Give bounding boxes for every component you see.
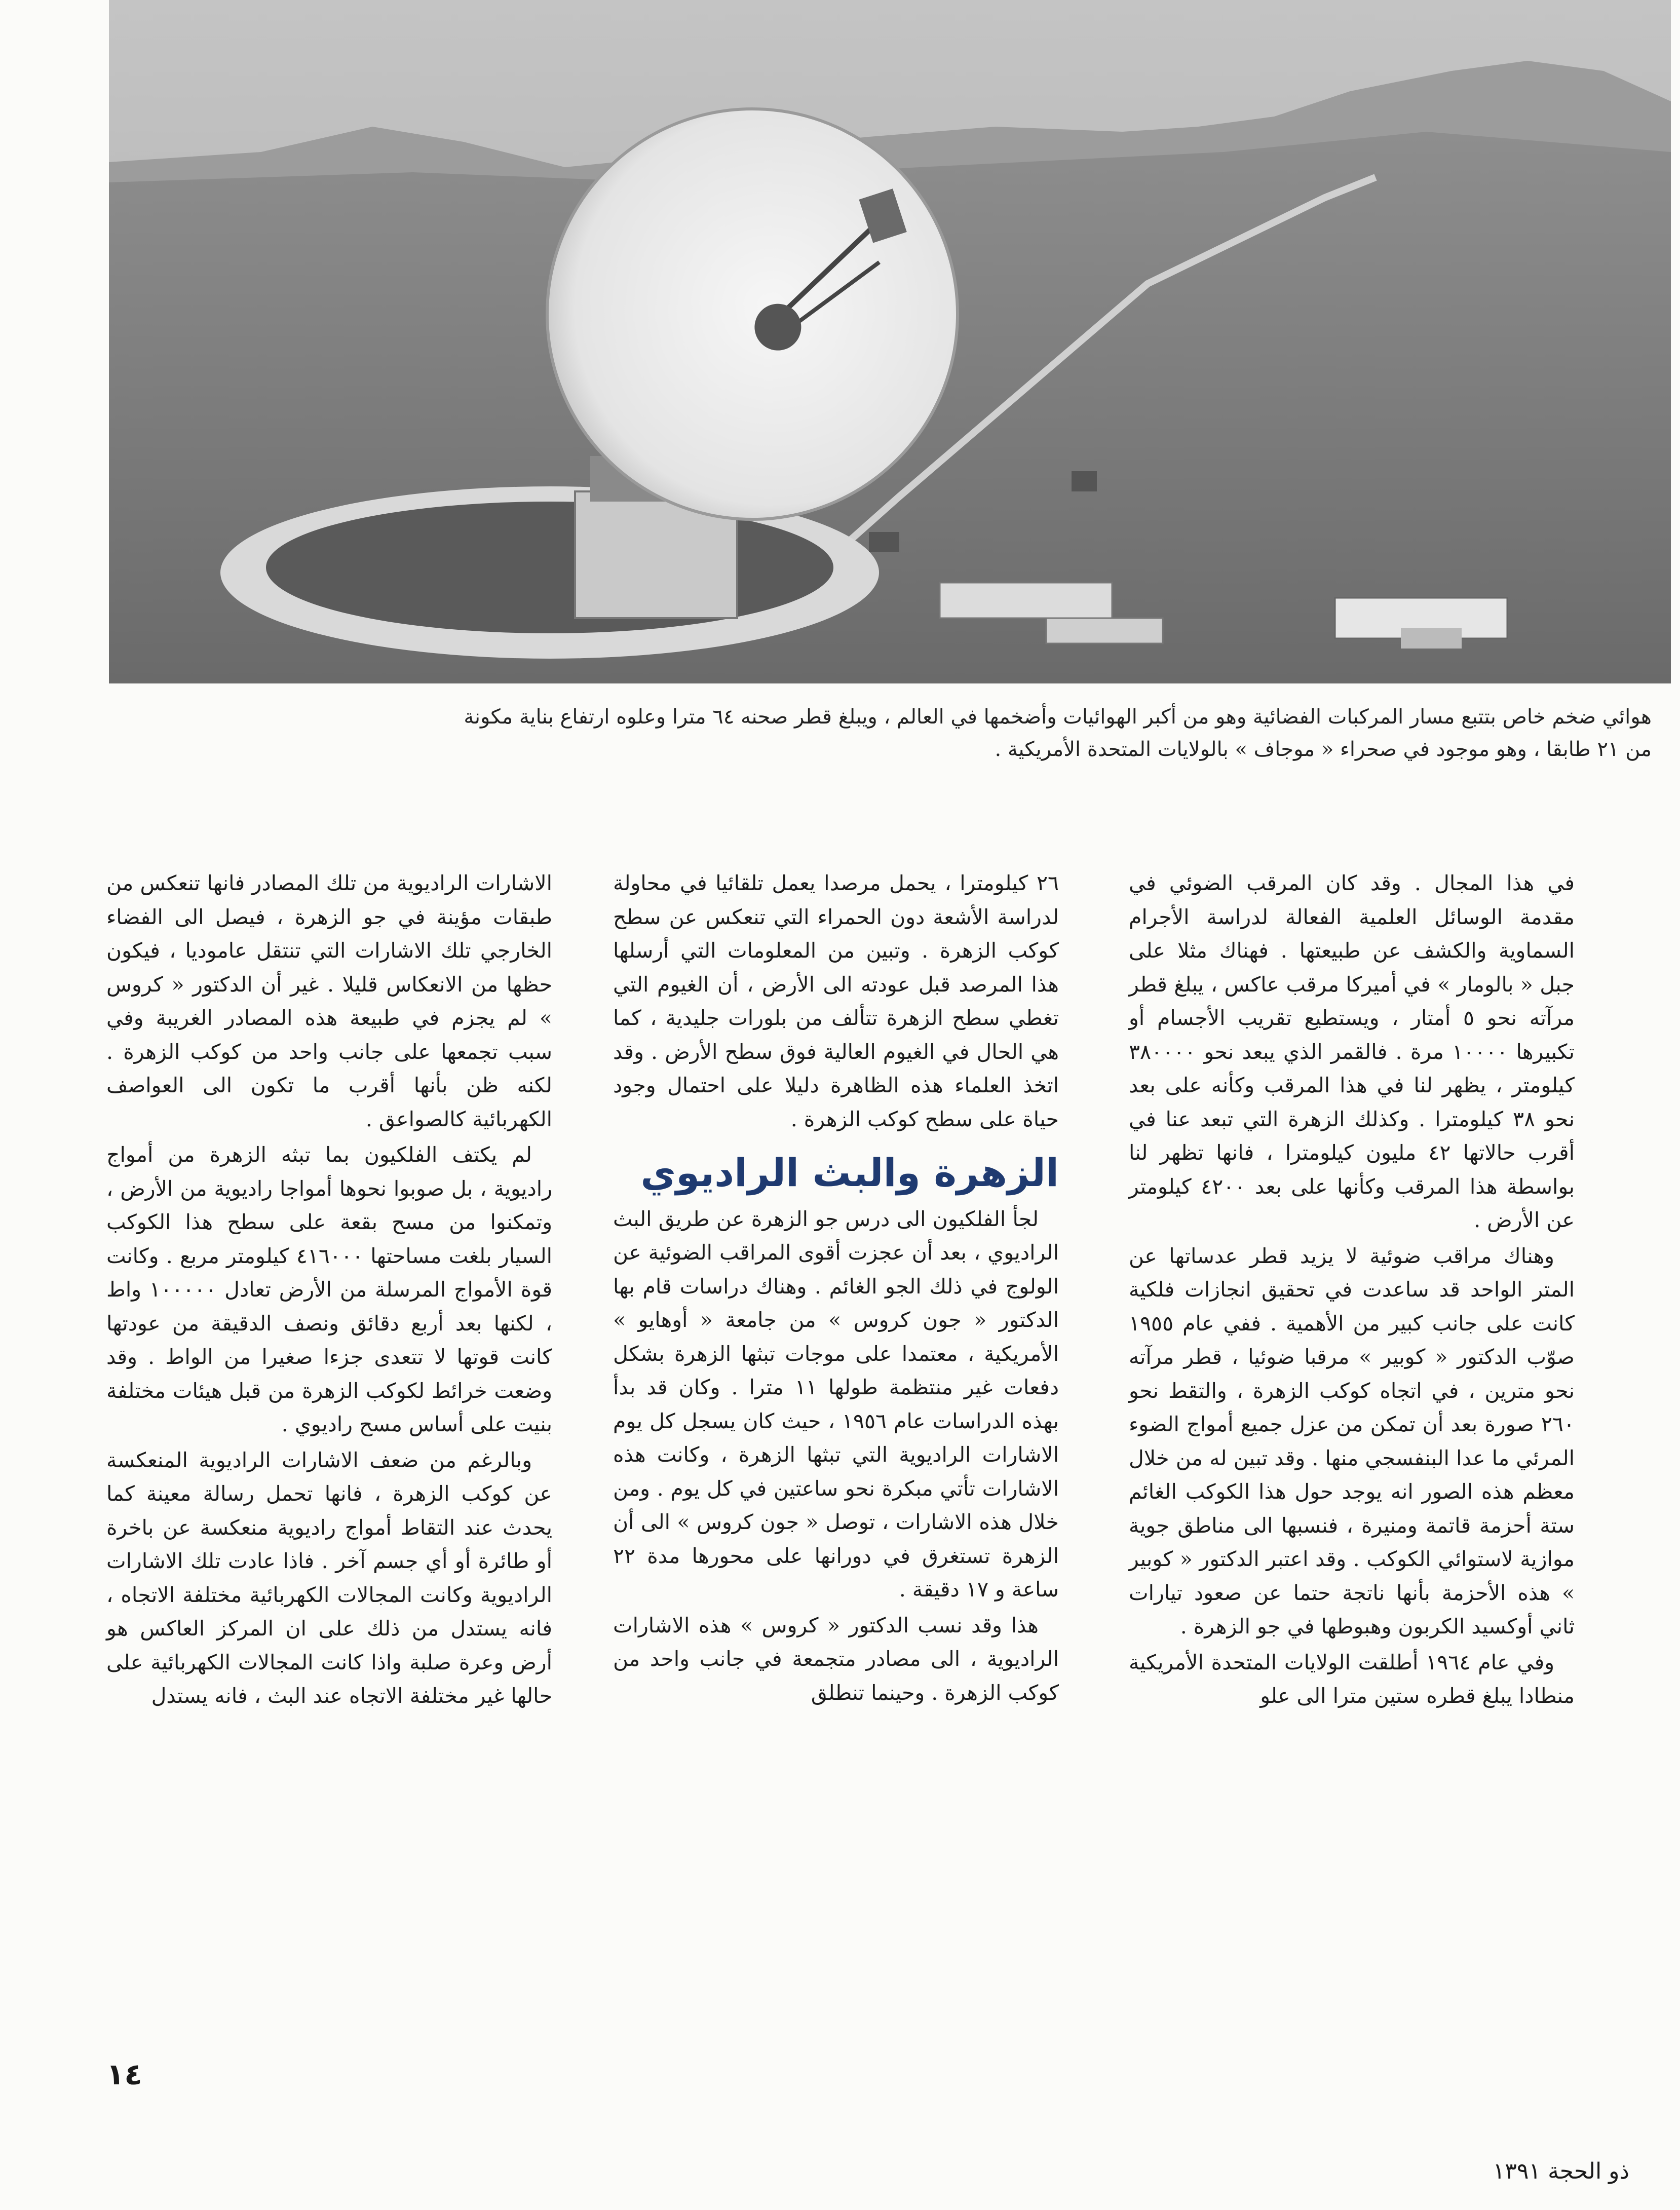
photo-caption <box>152 701 1652 766</box>
caption-line-1: هوائي ضخم خاص بتتبع مسار المركبات الفضائية وهو من أكبر الهوائيات وأضخمها في العالم ، ويبلغ قطر صحنه ٦٤ مترا وعلوه ارتفاع بناية مكونة <box>464 705 1652 729</box>
paragraph: وبالرغم من ضعف الاشارات الراديوية المنعكسة عن كوكب الزهرة ، فانها تحمل رسالة معينة كما يحدث عند التقاط أمواج راديوية منعكسة عن باخرة أو طائرة أو أي جسم آخر . فاذا عادت تلك الاشارات الراديوية وكانت المجالات الكهربائية مختلفة الاتجاه ، فانه يستدل من ذلك على ان المركز العاكس هو أرض وعرة صلبة واذا كانت المجالات الكهربائية على حالها غير مختلفة الاتجاه عند البث ، فانه يستدل <box>106 1447 552 1708</box>
paragraph: في هذا المجال . وقد كان المرقب الضوئي في مقدمة الوسائل العلمية الفعالة لدراسة الأجرام السماوية والكشف عن طبيعتها . فهناك مثلا على جبل « بالومار » في أميركا مرقب عاكس ، يبلغ قطر مرآته نحو ٥ أمتار ، ويستطيع تقريب الأجسام أو تكبيرها ١٠٠٠٠ مرة . فالقمر الذي يبعد نحو ٣٨٠٠٠٠ كيلومتر ، يظهر لنا في هذا المرقب وكأنه على بعد نحو ٣٨ كيلومترا . وكذلك الزهرة التي تبعد عنا في أقرب حالاتها ٤٢ مليون كيلومترا ، فانها تظهر لنا بواسطة هذا المرقب وكأنها على بعد ٤٢٠٠ كيلومتر عن الأرض . <box>1129 871 1575 1232</box>
paragraph: الاشارات الراديوية من تلك المصادر فانها تنعكس من طبقات مؤينة في جو الزهرة ، فيصل الى الفضاء الخارجي تلك الاشارات التي تنتقل عاموديا ، فيكون حظها من الانعكاس قليلا . غير أن الدكتور « كروس » لم يجزم في طبيعة هذه المصادر الغريبة وفي سبب تجمعها على جانب واحد من كوكب الزهرة . لكنه ظن بأنها أقرب ما تكون الى العواصف الكهربائية كالصواعق . <box>106 871 552 1131</box>
article-column-right <box>1129 866 1575 1715</box>
article-column-middle <box>613 866 1059 1711</box>
antenna-photo-illustration <box>109 0 1671 683</box>
issue-date: ذو الحجة ١٣٩١ <box>1493 2158 1629 2184</box>
paragraph: ٢٦ كيلومترا ، يحمل مرصدا يعمل تلقائيا في محاولة لدراسة الأشعة دون الحمراء التي تنعكس عن سطح كوكب الزهرة . وتبين من المعلومات التي أرسلها هذا المرصد قبل عودته الى الأرض ، أن الغيوم التي تغطي سطح الزهرة تتألف من بلورات جليدية ، كما هي الحال في الغيوم العالية فوق سطح الأرض . وقد اتخذ العلماء هذه الظاهرة دليلا على احتمال وجود حياة على سطح كوكب الزهرة . <box>613 871 1059 1131</box>
paragraph: لم يكتف الفلكيون بما تبثه الزهرة من أمواج راديوية ، بل صوبوا نحوها أمواجا راديوية من الأرض ، وتمكنوا من مسح بقعة على سطح هذا الكوكب السيار بلغت مساحتها ٤١٦٠٠٠ كيلومتر مربع . وكانت قوة الأمواج المرسلة من الأرض تعادل ١٠٠٠٠٠ واط ، لكنها بعد أربع دقائق ونصف الدقيقة من عودتها كانت قوتها لا تتعدى جزءا صغيرا من الواط . وقد وضعت خرائط لكوكب الزهرة من قبل هيئات مختلفة بنيت على أساس مسح راديوي . <box>106 1142 553 1436</box>
caption-line-2: من ٢١ طابقا ، وهو موجود في صحراء « موجاف » بالولايات المتحدة الأمريكية . <box>995 738 1652 761</box>
paragraph: لجأ الفلكيون الى درس جو الزهرة عن طريق البث الراديوي ، بعد أن عجزت أقوى المراقب الضوئية عن الولوج في ذلك الجو الغائم . وهناك دراسات قام بها الدكتور « جون كروس » من جامعة « أوهايو » الأمريكية ، معتمدا على موجات تبثها الزهرة بشكل دفعات غير منتظمة طولها ١١ مترا . وكان قد بدأ بهذه الدراسات عام ١٩٥٦ ، حيث كان يسجل كل يوم الاشارات الراديوية التي تبثها الزهرة ، وكانت هذه الاشارات تأتي مبكرة نحو ساعتين في كل يوم . ومن خلال هذه الاشارات ، توصل « جون كروس » الى أن الزهرة تستغرق في دورانها على محورها مدة ٢٢ ساعة و ١٧ دقيقة . <box>613 1206 1059 1602</box>
section-title: الزهرة والبث الراديوي <box>640 1150 1059 1195</box>
paragraph: وهناك مراقب ضوئية لا يزيد قطر عدساتها عن المتر الواحد قد ساعدت في تحقيق انجازات فلكية كانت على جانب كبير من الأهمية . ففي عام ١٩٥٥ صوّب الدكتور « كوبير » مرقبا ضوئيا ، قطر مرآته نحو مترين ، في اتجاه كوكب الزهرة ، والتقط نحو ٢٦٠ صورة بعد أن تمكن من عزل جميع أمواج الضوء المرئي ما عدا البنفسجي منها . وقد تبين له من خلال معظم هذه الصور انه يوجد حول هذا الكوكب الغائم ستة أحزمة قاتمة ومنيرة ، فنسبها الى مناطق جوية موازية لاستوائي الكوكب . وقد اعتبر الدكتور « كوبير » هذه الأحزمة بأنها ناتجة حتما عن صعود تيارات ثاني أوكسيد الكربون وهبوطها في جو الزهرة . <box>1129 1243 1575 1639</box>
page-number: ١٤ <box>106 2057 142 2091</box>
paragraph: وفي عام ١٩٦٤ أطلقت الولايات المتحدة الأمريكية منطادا يبلغ قطره ستين مترا الى علو <box>1129 1650 1575 1708</box>
paragraph: هذا وقد نسب الدكتور « كروس » هذه الاشارات الراديوية ، الى مصادر متجمعة في جانب واحد من كوكب الزهرة . وحينما تنطلق <box>613 1613 1059 1705</box>
antenna-photograph <box>109 0 1671 683</box>
article-column-left <box>106 866 552 1715</box>
